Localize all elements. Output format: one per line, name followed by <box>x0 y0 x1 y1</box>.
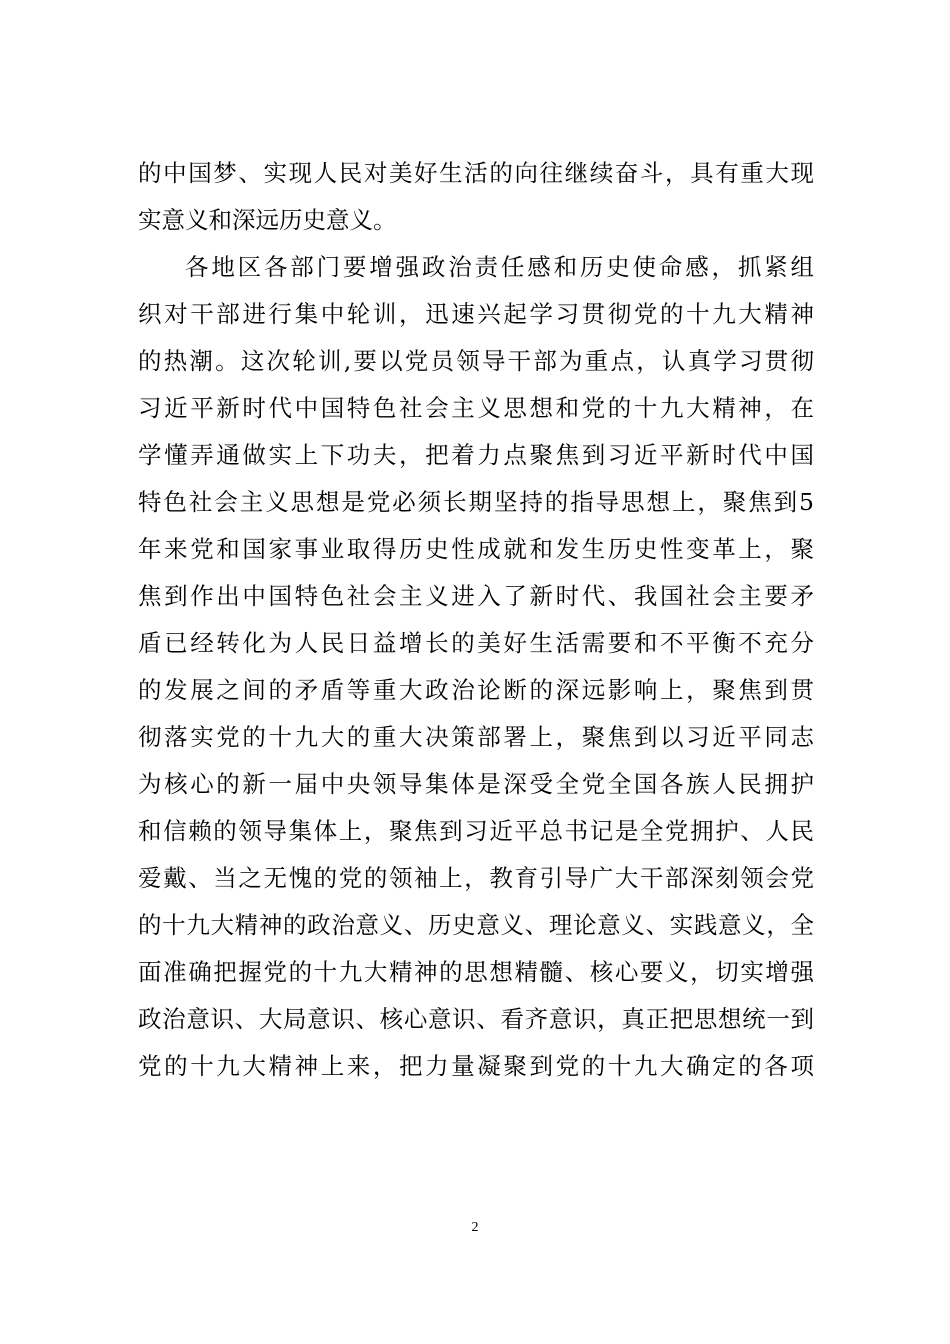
text-line: 爱戴、当之无愧的党的领袖上，教育引导广大干部深刻领会党 <box>138 864 814 892</box>
text-line: 的热潮。这次轮训,要以党员领导干部为重点，认真学习贯彻 <box>138 347 814 375</box>
text-line: 学懂弄通做实上下功夫，把着力点聚焦到习近平新时代中国 <box>138 441 814 469</box>
text-line: 盾已经转化为人民日益增长的美好生活需要和不平衡不充分 <box>138 629 814 657</box>
text-line: 的发展之间的矛盾等重大政治论断的深远影响上，聚焦到贯 <box>138 676 814 704</box>
text-line: 年来党和国家事业取得历史性成就和发生历史性变革上，聚 <box>138 535 814 563</box>
text-line: 彻落实党的十九大的重大决策部署上，聚焦到以习近平同志 <box>138 723 814 751</box>
body-text <box>138 150 814 1090</box>
text-line: 各地区各部门要增强政治责任感和历史使命感，抓紧组 <box>185 253 814 281</box>
text-line: 的十九大精神的政治意义、历史意义、理论意义、实践意义，全 <box>138 911 814 939</box>
text-line: 特色社会主义思想是党必须长期坚持的指导思想上，聚焦到5 <box>138 488 814 516</box>
page-number: 2 <box>471 1220 479 1235</box>
text-line: 织对干部进行集中轮训，迅速兴起学习贯彻党的十九大精神 <box>138 300 814 328</box>
text-line: 习近平新时代中国特色社会主义思想和党的十九大精神，在 <box>138 394 814 422</box>
text-line: 的中国梦、实现人民对美好生活的向往继续奋斗，具有重大现 <box>138 159 814 187</box>
text-line: 政治意识、大局意识、核心意识、看齐意识，真正把思想统一到 <box>138 1005 814 1033</box>
text-line: 实意义和深远历史意义。 <box>138 206 397 234</box>
text-line: 焦到作出中国特色社会主义进入了新时代、我国社会主要矛 <box>138 582 814 610</box>
text-line: 为核心的新一届中央领导集体是深受全党全国各族人民拥护 <box>138 770 814 798</box>
text-line: 党的十九大精神上来，把力量凝聚到党的十九大确定的各项 <box>138 1052 814 1080</box>
text-line: 和信赖的领导集体上，聚焦到习近平总书记是全党拥护、人民 <box>138 817 814 845</box>
text-line: 面准确把握党的十九大精神的思想精髓、核心要义，切实增强 <box>138 958 814 986</box>
